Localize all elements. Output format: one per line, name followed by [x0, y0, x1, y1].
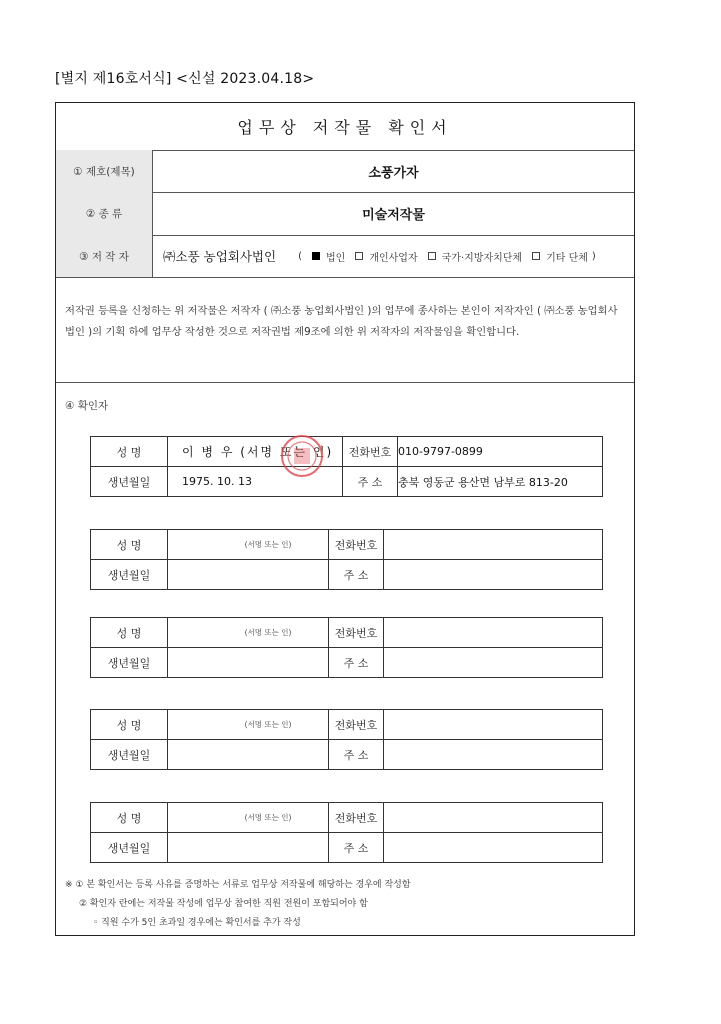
note-line: ② 확인자 란에는 저작물 작성에 업무상 참여한 직원 전원이 포함되어야 함	[79, 899, 368, 909]
author-type-checkbox-government[interactable]	[428, 252, 436, 260]
signature-hint: (서명 또는 인)	[244, 540, 292, 549]
name-label: 성 명	[91, 437, 168, 467]
author-type-label: 기타 단체	[546, 252, 588, 264]
author-type-checkbox-corporation[interactable]	[312, 252, 320, 260]
birth-field[interactable]	[168, 833, 329, 863]
signature-hint: (서명 또는 인)	[244, 813, 292, 822]
author-type-label: 법인	[325, 252, 346, 264]
confirmer-table	[90, 617, 603, 678]
birth-field[interactable]: 1975. 10. 13	[168, 467, 343, 497]
address-label: 주 소	[329, 740, 384, 770]
confirmer-table	[90, 709, 603, 770]
author-type-checkbox-individual[interactable]	[355, 252, 363, 260]
name-label: 성 명	[91, 530, 168, 560]
author-name: ㈜소풍 농업회사법인	[163, 249, 277, 264]
address-label: 주 소	[343, 467, 398, 497]
title-field-value: 소풍가자	[368, 165, 419, 181]
confirmer-name: 이 병 우 (서명 또는 인)	[182, 445, 334, 459]
form-title: 업무상 저작물 확인서	[56, 103, 634, 151]
author-type-checkbox-other[interactable]	[532, 252, 540, 260]
confirmation-form	[55, 102, 635, 936]
name-field[interactable]	[168, 618, 329, 648]
author-types-close-paren: )	[591, 250, 596, 262]
birth-label: 생년월일	[91, 740, 168, 770]
form-number-label: [별지 제16호서식] <신설 2023.04.18>	[55, 71, 315, 87]
note-line: ※ ① 본 확인서는 등록 사유를 증명하는 서류로 업무상 저작물에 해당하는 경우에 작성함	[65, 880, 411, 890]
author-type-label: 개인사업자	[369, 252, 418, 264]
address-field[interactable]	[384, 740, 603, 770]
name-field[interactable]	[168, 437, 343, 467]
phone-field[interactable]	[384, 803, 603, 833]
type-field-label: ② 종 류	[56, 192, 153, 235]
birth-label: 생년월일	[91, 560, 168, 590]
author-type-options	[298, 249, 596, 264]
phone-field[interactable]	[384, 618, 603, 648]
name-field[interactable]	[168, 803, 329, 833]
phone-label: 전화번호	[343, 437, 398, 467]
type-field-row	[56, 192, 634, 236]
birth-field[interactable]	[168, 560, 329, 590]
name-label: 성 명	[91, 618, 168, 648]
confirmation-statement: 저작권 등록을 신청하는 위 저작물은 저작자 ( ㈜소풍 농업회사법인 )의 업무에 종사하는 본인이 저작자인 ( ㈜소풍 농업회사법인 )의 기획 하에 업무상 작성한 것으로 저작권법 제9조에 의한 위 저작자의 저작물임을 확인합니다.	[65, 305, 618, 338]
signature-hint: (서명 또는 인)	[244, 628, 292, 637]
birth-field[interactable]	[168, 648, 329, 678]
form-notes	[65, 876, 411, 933]
address-field[interactable]	[384, 648, 603, 678]
name-field[interactable]	[168, 710, 329, 740]
birth-label: 생년월일	[91, 833, 168, 863]
address-field[interactable]	[384, 560, 603, 590]
confirmer-table	[90, 529, 603, 590]
note-line: ◦ 직원 수가 5인 초과일 경우에는 확인서를 추가 작성	[93, 918, 301, 928]
confirmer-section-label: ④ 확인자	[65, 400, 109, 412]
author-type-label: 국가·지방자치단체	[441, 252, 523, 264]
phone-field[interactable]	[384, 710, 603, 740]
title-field-label: ① 제호(제목)	[56, 150, 153, 192]
address-label: 주 소	[329, 560, 384, 590]
address-label: 주 소	[329, 833, 384, 863]
title-field-row	[56, 150, 634, 193]
signature-hint: (서명 또는 인)	[244, 720, 292, 729]
type-field-value: 미술저작물	[362, 208, 425, 223]
phone-label: 전화번호	[329, 803, 384, 833]
author-field-value	[153, 235, 634, 277]
name-field[interactable]	[168, 530, 329, 560]
section-divider	[56, 382, 634, 383]
author-types-open-paren: (	[298, 250, 302, 262]
name-label: 성 명	[91, 803, 168, 833]
confirmer-table	[90, 436, 603, 497]
birth-label: 생년월일	[91, 467, 168, 497]
address-label: 주 소	[329, 648, 384, 678]
author-field-label: ③ 저 작 자	[56, 235, 153, 277]
author-field-row	[56, 235, 634, 278]
name-label: 성 명	[91, 710, 168, 740]
phone-label: 전화번호	[329, 618, 384, 648]
birth-field[interactable]	[168, 740, 329, 770]
address-field[interactable]	[384, 833, 603, 863]
phone-field[interactable]	[384, 530, 603, 560]
address-field[interactable]: 충북 영동군 용산면 남부로 813-20	[398, 467, 603, 497]
phone-field[interactable]: 010-9797-0899	[398, 437, 603, 467]
confirmer-table	[90, 802, 603, 863]
phone-label: 전화번호	[329, 530, 384, 560]
phone-label: 전화번호	[329, 710, 384, 740]
birth-label: 생년월일	[91, 648, 168, 678]
